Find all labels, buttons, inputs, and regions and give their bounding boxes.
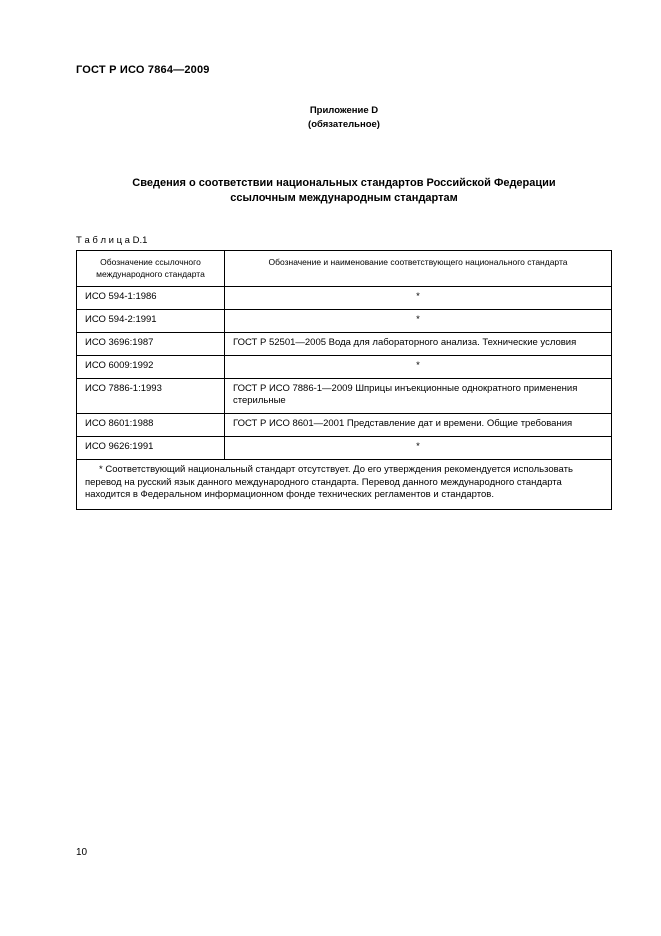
cell-international-standard: ИСО 8601:1988 (77, 414, 225, 437)
table-row (77, 355, 612, 378)
table-footnote: * Соответствующий национальный стандарт отсутствует. До его утверждения рекомендуется использовать перевод на русский язык данного международного стандарта. Перевод данного международного стандарта находится в Федеральном информационном фонде технических регламентов и стандартов. (77, 459, 612, 509)
table-header-row (77, 251, 612, 287)
table-header-national: Обозначение и наименование соответствующего национального стандарта (225, 251, 612, 287)
cell-national-standard: ГОСТ Р ИСО 7886-1—2009 Шприцы инъекционные однократного применения стерильные (225, 378, 612, 414)
table-caption: Т а б л и ц а D.1 (76, 235, 148, 247)
cell-international-standard: ИСО 7886-1:1993 (77, 378, 225, 414)
cell-international-standard: ИСО 594-1:1986 (77, 287, 225, 310)
page-number: 10 (76, 847, 88, 858)
document-code: ГОСТ Р ИСО 7864—2009 (76, 64, 210, 76)
cell-national-standard: * (225, 437, 612, 460)
cell-international-standard: ИСО 9626:1991 (77, 437, 225, 460)
section-title-line1: Сведения о соответствии национальных стандартов Российской Федерации (132, 176, 556, 189)
table-row (77, 332, 612, 355)
table-body (77, 287, 612, 510)
cell-international-standard: ИСО 3696:1987 (77, 332, 225, 355)
cell-national-standard: * (225, 310, 612, 333)
section-title-line2: ссылочным международным стандартам (230, 192, 458, 205)
section-title (76, 176, 612, 208)
cell-national-standard: * (225, 355, 612, 378)
appendix-heading (76, 104, 612, 132)
cell-national-standard: ГОСТ Р ИСО 8601—2001 Представление дат и времени. Общие требования (225, 414, 612, 437)
appendix-title: Приложение D (309, 105, 379, 116)
appendix-subtitle: (обязательное) (308, 118, 380, 130)
cell-national-standard: * (225, 287, 612, 310)
standards-correspondence-table (76, 250, 612, 510)
table-row (77, 378, 612, 414)
table-footnote-row (77, 459, 612, 509)
table-row (77, 287, 612, 310)
table-row (77, 437, 612, 460)
cell-international-standard: ИСО 594-2:1991 (77, 310, 225, 333)
table-header-international: Обозначение ссылочного международного стандарта (77, 251, 225, 287)
table-row (77, 310, 612, 333)
cell-international-standard: ИСО 6009:1992 (77, 355, 225, 378)
cell-national-standard: ГОСТ Р 52501—2005 Вода для лабораторного анализа. Технические условия (225, 332, 612, 355)
table-head (77, 251, 612, 287)
table-row (77, 414, 612, 437)
